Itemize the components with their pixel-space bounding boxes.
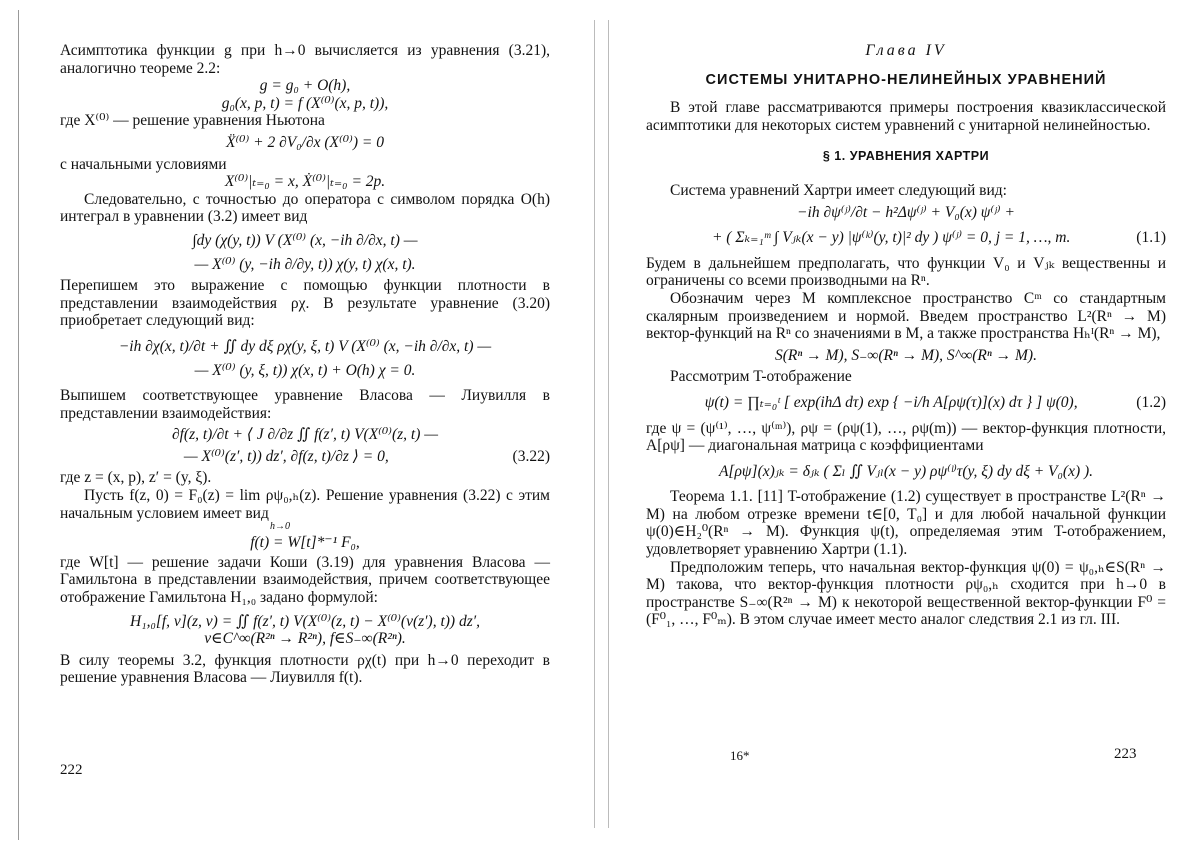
paragraph: где W[t] — решение задачи Коши (3.19) для уравнения Власова — Гамильтона в представлении взаимодействия, причем соответствующее отображение Гамильтона H₁,₀ задано формулой: bbox=[60, 553, 550, 607]
intro-paragraph: В этой главе рассматриваются примеры построения квазиклассической асимптотики для некоторых систем уравнений с унитарной нелинейностью. bbox=[646, 99, 1166, 134]
formula-subscript: h→0 bbox=[270, 521, 290, 533]
chapter-title: СИСТЕМЫ УНИТАРНО-НЕЛИНЕЙНЫХ УРАВНЕНИЙ bbox=[705, 71, 1107, 88]
formula: — X⁽⁰⁾ (y, −ih ∂/∂y, t)) χ(y, t) χ(x, t). bbox=[194, 255, 416, 273]
formula: −ih ∂χ(x, t)/∂t + ∬ dy dξ ρχ(y, ξ, t) V (X⁽⁰⁾ (x, −ih ∂/∂x, t) — bbox=[118, 337, 492, 355]
gutter-left bbox=[594, 20, 595, 828]
right-column bbox=[646, 42, 1166, 629]
formula: ψ(t) = ∏ₜ₌₀ᵗ [ exp(ihΔ dτ) exp { −i/h A[ρψ(τ)](x) dτ } ] ψ(0), bbox=[704, 393, 1078, 411]
paragraph: Следовательно, с точностью до оператора с символом порядка O(h) интеграл в уравнении (3.2) имеет вид bbox=[60, 190, 550, 226]
formula: + ( Σₖ₌₁ᵐ ∫ Vⱼₖ(x − y) |ψ⁽ᵏ⁾(y, t)|² dy ) ψ⁽ʲ⁾ = 0, j = 1, …, m. bbox=[711, 229, 1071, 247]
formula-row bbox=[646, 394, 1166, 412]
formula: A[ρψ](x)ⱼₖ = δⱼₖ ( Σₗ ∬ Vⱼₗ(x − y) ρψ⁽ˡ⁾τ(y, ξ) dy dξ + V₀(x) ). bbox=[718, 462, 1094, 480]
paragraph: Предположим теперь, что начальная вектор-функция ψ(0) = ψ₀,ₕ∈S(Rⁿ → M) такова, что вектор-функция плотности ρψ₀,ₕ сходится при h→0 в пространстве S₋∞(R²ⁿ → M) к некоторой вещественной вектор-функции F⁰ = (F⁰₁, …, F⁰ₘ). В этом случае имеет место аналог следствия 2.1 из гл. III. bbox=[646, 558, 1166, 629]
paragraph: где X⁽⁰⁾ — решение уравнения Ньютона bbox=[60, 112, 325, 130]
formula: −ih ∂ψ⁽ʲ⁾/∂t − h²Δψ⁽ʲ⁾ + V₀(x) ψ⁽ʲ⁾ + bbox=[797, 203, 1015, 221]
page-number: 222 bbox=[60, 762, 83, 778]
paragraph: Рассмотрим T-отображение bbox=[670, 368, 852, 386]
equation-number: (1.1) bbox=[1136, 229, 1166, 247]
left-column bbox=[60, 42, 550, 687]
paragraph: Система уравнений Хартри имеет следующий вид: bbox=[670, 181, 1007, 199]
formula-row bbox=[646, 229, 1166, 247]
page-number: 223 bbox=[1114, 746, 1137, 762]
gutter-right bbox=[608, 20, 609, 828]
paragraph: с начальными условиями bbox=[60, 155, 227, 173]
paragraph: Асимптотика функции g при h→0 вычисляется из уравнения (3.21), аналогично теореме 2.2: bbox=[60, 42, 550, 77]
formula: ∂f(z, t)/∂t + ⟨ J ∂/∂z ∬ f(z′, t) V(X⁽⁰⁾(z, t) — bbox=[171, 426, 439, 444]
paragraph: где ψ = (ψ⁽¹⁾, …, ψ⁽ᵐ⁾), ρψ = (ρψ(1), …, ρψ(m)) — вектор-функция плотности, A[ρψ] — диагональная матрица с коэффициентами bbox=[646, 419, 1166, 455]
equation-number: (1.2) bbox=[1136, 393, 1166, 411]
paragraph: где z = (x, p), z′ = (y, ξ). bbox=[60, 469, 212, 487]
formula: g = g₀ + O(h), bbox=[259, 77, 351, 95]
paragraph: В силу теоремы 3.2, функция плотности ρχ(t) при h→0 переходит в решение уравнения Власова — Лиувилля f(t). bbox=[60, 651, 550, 687]
formula: Ẍ⁽⁰⁾ + 2 ∂V₀/∂x (X⁽⁰⁾) = 0 bbox=[226, 133, 384, 151]
section-heading: § 1. УРАВНЕНИЯ ХАРТРИ bbox=[822, 149, 990, 164]
paragraph: Будем в дальнейшем предполагать, что функции V₀ и Vⱼₖ вещественны и ограничены со всеми производными на Rⁿ. bbox=[646, 254, 1166, 290]
formula: H₁,₀[f, v](z, v) = ∬ f(z′, t) V(X⁽⁰⁾(z, t) − X⁽⁰⁾(v(z′), t)) dz′, bbox=[129, 612, 481, 630]
right-page bbox=[606, 0, 1200, 848]
formula: f(t) = W[t]*⁻¹ F₀, bbox=[250, 534, 360, 552]
paragraph: Обозначим через M комплексное пространство Cᵐ со стандартным скалярным произведением и нормой. Введем пространство L²(Rⁿ → M) вектор-функций на Rⁿ со значениями в M, а также пространства Hₕᴵ(Rⁿ → M), bbox=[646, 289, 1166, 343]
formula: — X⁽⁰⁾ (y, ξ, t)) χ(x, t) + O(h) χ = 0. bbox=[194, 361, 416, 379]
theorem-paragraph: Теорема 1.1. [11] T-отображение (1.2) существует в пространстве L²(Rⁿ → M) на любом отрезке времени t∈[0, T₀] и для любой начальной функции ψ(0)∈H₂⁰(Rⁿ → M). Функция ψ(t), определяемая этим T-отображением, удовлетворяет уравнению Хартри (1.1). bbox=[646, 488, 1166, 559]
equation-number: (3.22) bbox=[512, 447, 550, 465]
formula-row bbox=[60, 448, 550, 466]
formula: S(Rⁿ → M), S₋∞(Rⁿ → M), S^∞(Rⁿ → M). bbox=[775, 346, 1037, 364]
formula: — X⁽⁰⁾(z′, t)) dz′, ∂f(z, t)/∂z ⟩ = 0, bbox=[183, 447, 389, 465]
left-page-edge bbox=[18, 10, 19, 840]
signature-mark: 16* bbox=[730, 748, 750, 763]
formula: g₀(x, p, t) = f (X⁽⁰⁾(x, p, t)), bbox=[221, 94, 389, 112]
paragraph: Перепишем это выражение с помощью функции плотности в представлении взаимодействия ρχ. В результате уравнение (3.20) приобретает следующий вид: bbox=[60, 277, 550, 330]
formula: v∈C^∞(R²ⁿ → R²ⁿ), f∈S₋∞(R²ⁿ). bbox=[204, 630, 406, 648]
paragraph: Пусть f(z, 0) = F₀(z) = lim ρψ₀,ₕ(z). Решение уравнения (3.22) с этим начальным условием имеет вид bbox=[60, 487, 550, 522]
paragraph: Выпишем соответствующее уравнение Власова — Лиувилля в представлении взаимодействия: bbox=[60, 387, 550, 422]
formula: X⁽⁰⁾|ₜ₌₀ = x, Ẋ⁽⁰⁾|ₜ₌₀ = 2p. bbox=[224, 173, 386, 191]
chapter-heading: Глава IV bbox=[865, 42, 947, 59]
formula: ∫dy (χ(y, t)) V (X⁽⁰⁾ (x, −ih ∂/∂x, t) — bbox=[192, 231, 418, 249]
